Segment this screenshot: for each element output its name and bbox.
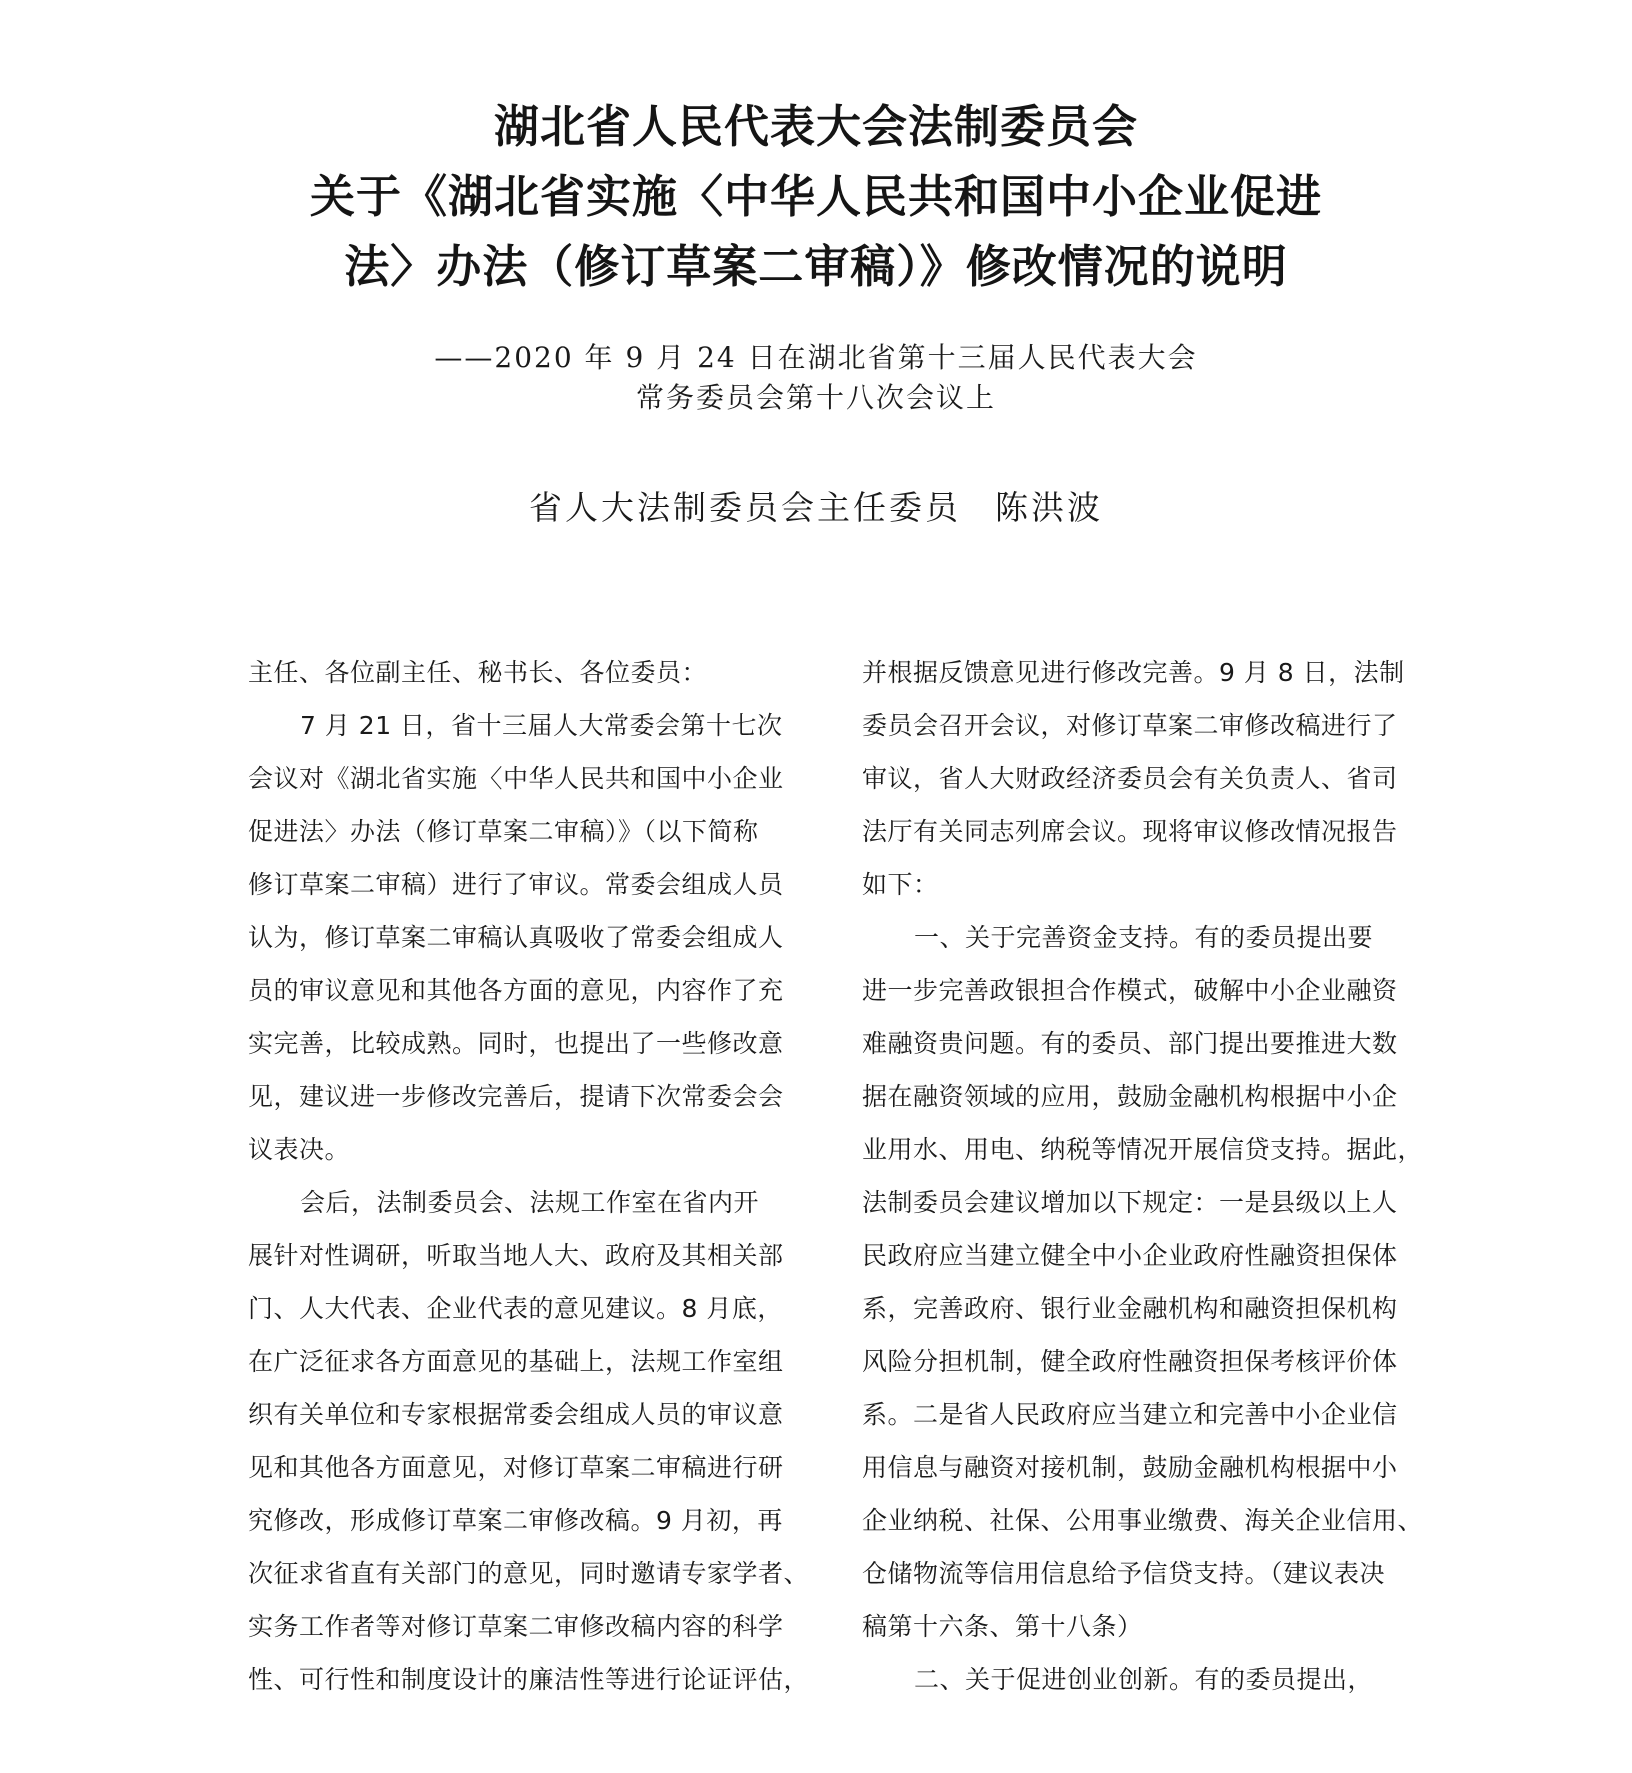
body-line: 并根据反馈意见进行修改完善。9 月 8 日，法制 [862,658,1405,687]
body-line: 法厅有关同志列席会议。现将审议修改情况报告 [862,817,1398,846]
body-line: 进一步完善政银担合作模式，破解中小企业融资 [862,976,1398,1005]
body-line: 用信息与融资对接机制，鼓励金融机构根据中小 [862,1453,1398,1482]
body-line: 员的审议意见和其他各方面的意见，内容作了充 [248,976,784,1005]
subtitle-line-2: 常务委员会第十八次会议上 [635,381,996,414]
document-subtitle [300,338,1332,418]
body-line: 见和其他各方面意见，对修订草案二审稿进行研 [248,1453,784,1482]
body-line: 认为，修订草案二审稿认真吸收了常委会组成人 [248,923,784,952]
body-line: 审议，省人大财政经济委员会有关负责人、省司 [862,764,1398,793]
body-line: 风险分担机制，健全政府性融资担保考核评价体 [862,1347,1398,1376]
body-line: 仓储物流等信用信息给予信贷支持。（建议表决 [862,1559,1386,1588]
body-line: 究修改，形成修订草案二审修改稿。9 月初，再 [248,1506,783,1535]
body-line: 修订草案二审稿）进行了审议。常委会组成人员 [248,870,784,899]
body-line: 民政府应当建立健全中小企业政府性融资担保体 [862,1241,1398,1270]
body-line: 委员会召开会议，对修订草案二审修改稿进行了 [862,711,1398,740]
body-line: 系，完善政府、银行业金融机构和融资担保机构 [862,1294,1398,1323]
body-line: 实完善，比较成熟。同时，也提出了一些修改意 [248,1029,784,1058]
title-line-3: 法〉办法（修订草案二审稿）》修改情况的说明 [344,240,1288,293]
subtitle-line-1: ——2020 年 9 月 24 日在湖北省第十三届人民代表大会 [434,341,1198,374]
author-name: 陈洪波 [995,488,1103,527]
body-line: 织有关单位和专家根据常委会组成人员的审议意 [248,1400,784,1429]
body-line: 会后，法制委员会、法规工作室在省内开 [300,1188,760,1217]
body-line: 实务工作者等对修订草案二审修改稿内容的科学 [248,1612,784,1641]
body-line: 主任、各位副主任、秘书长、各位委员： [248,658,708,687]
body-line: 系。二是省人民政府应当建立和完善中小企业信 [862,1400,1398,1429]
body-line: 在广泛征求各方面意见的基础上，法规工作室组 [248,1347,784,1376]
body-line: 次征求省直有关部门的意见，同时邀请专家学者、 [248,1559,810,1588]
body-line: 二、关于促进创业创新。有的委员提出， [914,1665,1374,1694]
body-line: 展针对性调研，听取当地人大、政府及其相关部 [248,1241,784,1270]
right-column [862,646,1424,1706]
body-line: 7 月 21 日，省十三届人大常委会第十七次 [300,711,783,740]
body-line: 法制委员会建议增加以下规定：一是县级以上人 [862,1188,1398,1217]
body-line: 会议对《湖北省实施〈中华人民共和国中小企业 [248,764,784,793]
body-line: 性、可行性和制度设计的廉洁性等进行论证评估， [248,1665,810,1694]
author-byline [300,483,1332,533]
body-line: 难融资贵问题。有的委员、部门提出要推进大数 [862,1029,1398,1058]
body-line: 见，建议进一步修改完善后，提请下次常委会会 [248,1082,784,1111]
body-line: 稿第十六条、第十八条） [862,1612,1143,1641]
body-line: 一、关于完善资金支持。有的委员提出要 [914,923,1374,952]
body-line: 门、人大代表、企业代表的意见建议。8 月底， [248,1294,783,1323]
title-line-2: 关于《湖北省实施〈中华人民共和国中小企业促进 [309,170,1322,223]
body-line: 企业纳税、社保、公用事业缴费、海关企业信用、 [862,1506,1424,1535]
body-line: 据在融资领域的应用，鼓励金融机构根据中小企 [862,1082,1398,1111]
body-line: 议表决。 [248,1135,351,1164]
body-line: 促进法〉办法（修订草案二审稿）》（以下简称 [248,817,759,846]
body-line: 如下： [862,870,939,899]
body-line: 业用水、用电、纳税等情况开展信贷支持。据此， [862,1135,1424,1164]
document-title [200,92,1432,302]
title-line-1: 湖北省人民代表大会法制委员会 [493,100,1138,153]
left-column [248,646,810,1706]
author-position: 省人大法制委员会主任委员 [529,488,961,527]
